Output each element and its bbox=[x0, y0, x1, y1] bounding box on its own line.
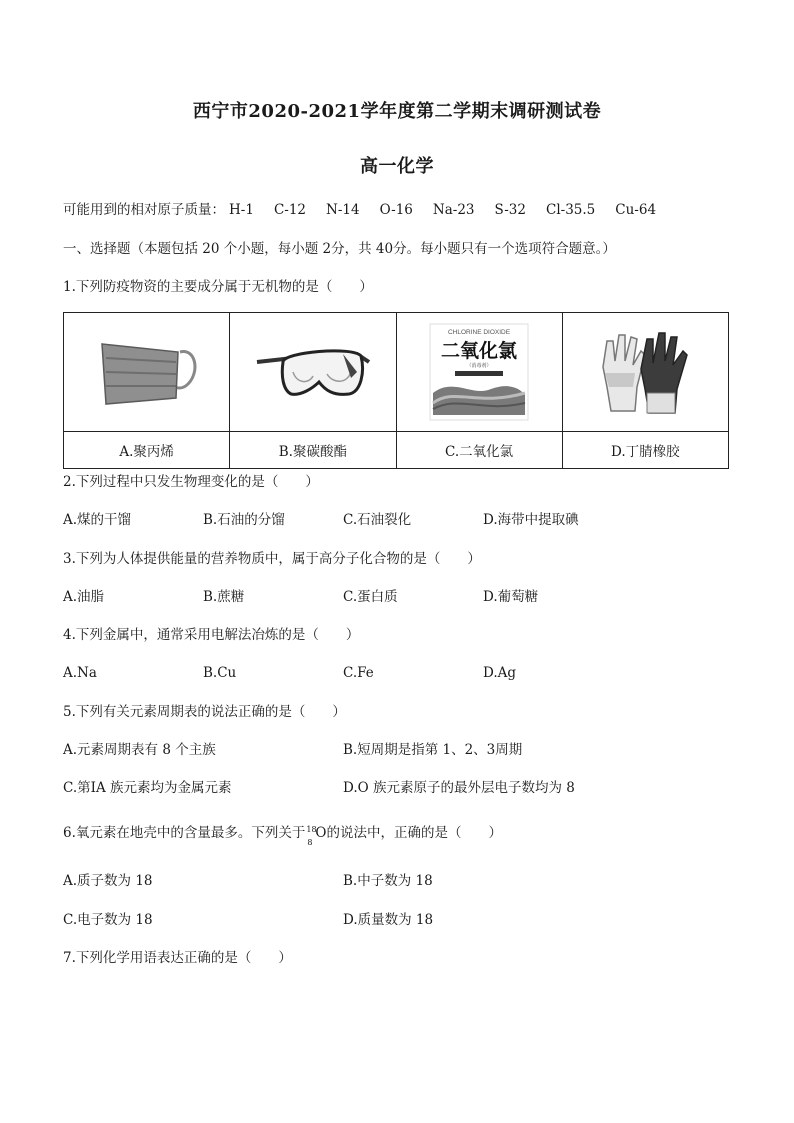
question-3-stem: 3.下列为人体提供能量的营养物质中，属于高分子化合物的是（ ） bbox=[63, 551, 481, 567]
question-6-option-a: A.质子数为 18 bbox=[63, 873, 153, 889]
atomic-mass-item: H-1 bbox=[229, 202, 254, 218]
atomic-mass-item: N-14 bbox=[326, 202, 360, 218]
question-6-option-d: D.质量数为 18 bbox=[343, 912, 434, 928]
question-4-option-c: C.Fe bbox=[343, 665, 374, 681]
isotope-notation bbox=[305, 824, 317, 847]
box-big-text: 二氧化氯 bbox=[441, 340, 518, 362]
question-4-stem: 4.下列金属中，通常采用电解法冶炼的是（ ） bbox=[63, 627, 360, 643]
question-4-option-b: B.Cu bbox=[203, 665, 237, 681]
question-1-option-a: A.聚丙烯 bbox=[64, 432, 230, 469]
gloves-icon bbox=[595, 327, 695, 417]
question-1-option-c: C.二氧化氯 bbox=[396, 432, 562, 469]
question-6-stem-before: 6.氧元素在地壳中的含量最多。下列关于 bbox=[63, 825, 306, 841]
question-2-option-c: C.石油裂化 bbox=[343, 512, 412, 528]
question-6-option-b: B.中子数为 18 bbox=[343, 873, 433, 889]
question-5-option-d: D.O 族元素原子的最外层电子数均为 8 bbox=[343, 780, 575, 796]
question-5-option-a: A.元素周期表有 8 个主族 bbox=[63, 742, 216, 758]
question-6-stem bbox=[63, 824, 502, 847]
question-5-option-b: B.短周期是指第 1、2、3周期 bbox=[343, 742, 523, 758]
goggles-image-cell bbox=[230, 313, 396, 432]
goggles-icon bbox=[253, 332, 373, 412]
box-small-text: （消毒剂） bbox=[466, 363, 492, 369]
question-5-stem: 5.下列有关元素周期表的说法正确的是（ ） bbox=[63, 704, 346, 720]
gloves-image-cell bbox=[562, 313, 728, 432]
question-2-option-d: D.海带中提取碘 bbox=[483, 512, 579, 528]
box-top-text: CHLORINE DIOXIDE bbox=[448, 329, 511, 336]
atomic-masses-line bbox=[63, 201, 656, 219]
question-2-option-a: A.煤的干馏 bbox=[63, 512, 132, 528]
atomic-mass-item: Cu-64 bbox=[615, 202, 657, 218]
question-2-option-b: B.石油的分馏 bbox=[203, 512, 285, 528]
question-6-stem-after: 的说法中，正确的是（ ） bbox=[326, 825, 502, 841]
question-1-option-b: B.聚碳酸酯 bbox=[230, 432, 396, 469]
chlorine-dioxide-image-cell bbox=[396, 313, 562, 432]
exam-subject: 高一化学 bbox=[360, 156, 434, 177]
question-3-option-c: C.蛋白质 bbox=[343, 589, 398, 605]
chlorine-dioxide-box-icon bbox=[429, 323, 529, 421]
atomic-mass-item: O-16 bbox=[379, 202, 413, 218]
exam-title: 西宁市2020-2021学年度第二学期末调研测试卷 bbox=[192, 101, 602, 122]
isotope-mass-number: 18 bbox=[306, 825, 317, 834]
atomic-mass-item: Na-23 bbox=[432, 202, 475, 218]
atomic-mass-item: S-32 bbox=[494, 202, 526, 218]
question-3-option-b: B.蔗糖 bbox=[203, 589, 245, 605]
section-heading: 一、选择题（本题包括 20 个小题，每小题 2分，共 40分。每小题只有一个选项符合题意。） bbox=[63, 241, 616, 257]
question-3-option-d: D.葡萄糖 bbox=[483, 589, 539, 605]
face-mask-icon bbox=[92, 332, 202, 412]
atomic-mass-item: Cl-35.5 bbox=[545, 202, 596, 218]
question-4-option-d: D.Ag bbox=[483, 665, 517, 681]
mask-image-cell bbox=[64, 313, 230, 432]
question-1-stem: 1.下列防疫物资的主要成分属于无机物的是（ ） bbox=[63, 279, 373, 295]
question-3-option-a: A.油脂 bbox=[63, 589, 105, 605]
atomic-masses-label: 可能用到的相对原子质量： bbox=[63, 202, 225, 218]
atomic-mass-item: C-12 bbox=[273, 202, 307, 218]
question-5-option-c: C.第ⅠA 族元素均为金属元素 bbox=[63, 780, 232, 796]
question-7-stem: 7.下列化学用语表达正确的是（ ） bbox=[63, 950, 292, 966]
isotope-symbol: O bbox=[315, 825, 327, 841]
question-4-option-a: A.Na bbox=[63, 665, 97, 681]
question-1-image-table bbox=[63, 312, 729, 469]
isotope-atomic-number: 8 bbox=[307, 838, 313, 847]
question-1-option-d: D.丁腈橡胶 bbox=[562, 432, 728, 469]
question-6-option-c: C.电子数为 18 bbox=[63, 912, 153, 928]
question-2-stem: 2.下列过程中只发生物理变化的是（ ） bbox=[63, 474, 319, 490]
